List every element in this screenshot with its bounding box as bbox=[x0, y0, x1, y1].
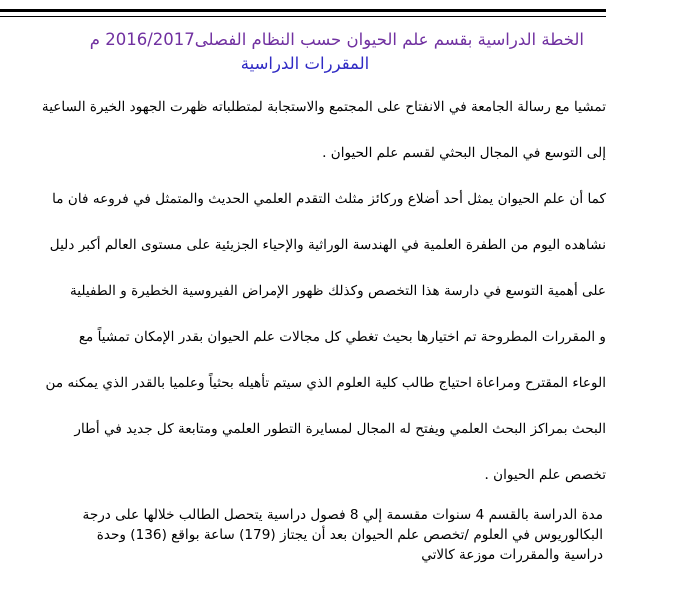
header-rule-thin bbox=[0, 16, 606, 17]
body-line: و المقررات المطروحة تم اختيارها بحيث تغطي كل مجالات علم الحيوان بقدر الإمكان تمشياً مع bbox=[78, 329, 606, 345]
body-line: تخصص علم الحيوان . bbox=[484, 467, 606, 483]
body-line: البحث بمراكز البحث العلمي ويفتح له المجال لمسايرة التطور العلمي ومتابعة كل جديد في أطار bbox=[74, 421, 606, 437]
intro-paragraph bbox=[0, 95, 606, 509]
header-rule-thick bbox=[0, 9, 606, 12]
footer-line: دراسية والمقررات موزعة كالاتي bbox=[421, 547, 603, 563]
footer-line: مدة الدراسة بالقسم 4 سنوات مقسمة إلي 8 فصول دراسية يتحصل الطالب خلالها على درجة bbox=[82, 507, 603, 523]
body-line: كما أن علم الحيوان يمثل أحد أضلاع وركائز مثلث التقدم العلمي الحديث والمتمثل في فروعه فان ما bbox=[52, 191, 606, 207]
body-line: إلى التوسع في المجال البحثي لقسم علم الحيوان . bbox=[322, 145, 606, 161]
footer-line: البكالوريوس في العلوم /تخصص علم الحيوان بعد أن يجتاز (179) ساعة بواقع (136) وحدة bbox=[96, 527, 603, 543]
body-line: نشاهده اليوم من الطفرة العلمية في الهندسة الوراثية والإحياء الجزيئية على مستوى العالم أكبر دليل bbox=[49, 237, 606, 253]
study-duration-paragraph bbox=[3, 505, 603, 565]
title-block bbox=[0, 28, 610, 76]
document-subtitle: المقررات الدراسية bbox=[240, 54, 370, 73]
document-title: الخطة الدراسية بقسم علم الحيوان حسب النظام الفصلى2016/2017 م bbox=[89, 30, 584, 49]
body-line: الوعاء المقترح ومراعاة احتياج طالب كلية العلوم الذي سيتم تأهيله بحثياً وعلميا بالقدر الذي يمكنه من bbox=[45, 375, 606, 391]
body-line: تمشيا مع رسالة الجامعة في الانفتاح على المجتمع والاستجابة لمتطلباته ظهرت الجهود الخيرة الساعية bbox=[41, 99, 606, 115]
body-line: على أهمية التوسع في دارسة هذا التخصص وكذلك ظهور الإمراض الفيروسية الخطيرة و الطفيلية bbox=[70, 283, 606, 299]
